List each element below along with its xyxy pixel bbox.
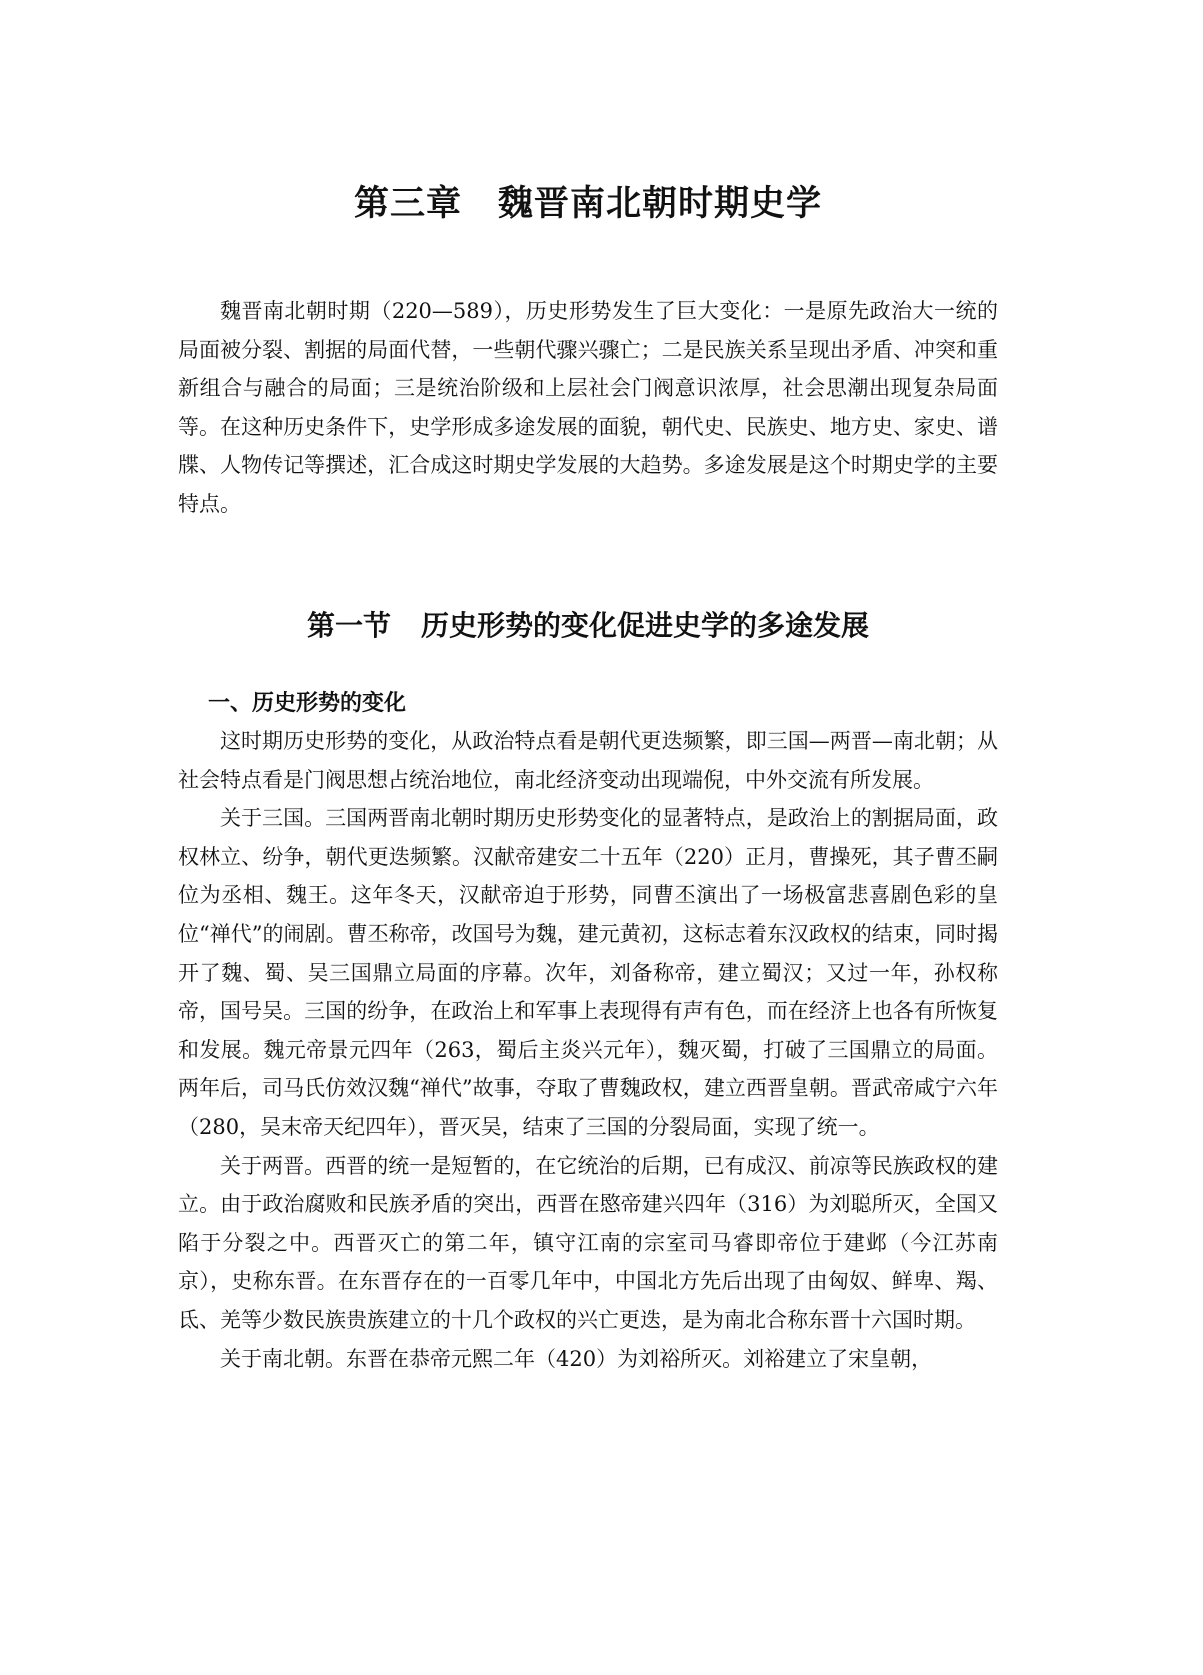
- chapter-name: 魏晋南北朝时期史学: [498, 184, 823, 224]
- chapter-number: 第三章: [353, 184, 462, 224]
- body-paragraph: 关于两晋。西晋的统一是短暂的，在它统治的后期，已有成汉、前凉等民族政权的建立。由于政治腐败和民族矛盾的突出，西晋在愍帝建兴四年（316）为刘聪所灭，全国又陷于分裂之中。西晋灭亡的第二年，镇守江南的宗室司马睿即帝位于建邺（今江苏南京），史称东晋。在东晋存在的一百零几年中，中国北方先后出现了由匈奴、鲜卑、羯、氐、羌等少数民族贵族建立的十几个政权的兴亡更迭，是为南北合称东晋十六国时期。: [178, 1153, 998, 1332]
- intro-paragraph: 魏晋南北朝时期（220—589），历史形势发生了巨大变化：一是原先政治大一统的局面被分裂、割据的局面代替，一些朝代骤兴骤亡；二是民族关系呈现出矛盾、冲突和重新组合与融合的局面；三是统治阶级和上层社会门阀意识浓厚，社会思潮出现复杂局面等。在这种历史条件下，史学形成多途发展的面貌，朝代史、民族史、地方史、家史、谱牒、人物传记等撰述，汇合成这时期史学发展的大趋势。多途发展是这个时期史学的主要特点。: [178, 299, 998, 516]
- chapter-intro: [178, 292, 998, 524]
- section-body: [178, 686, 998, 1378]
- body-paragraph: 这时期历史形势的变化，从政治特点看是朝代更迭频繁，即三国—两晋—南北朝；从社会特点看是门阀思想占统治地位，南北经济变动出现端倪，中外交流有所发展。: [178, 729, 998, 792]
- section-number: 第一节: [306, 609, 391, 642]
- subsection-title: 一、历史形势的变化: [208, 691, 407, 716]
- section-title: [178, 604, 998, 644]
- section-name: 历史形势的变化促进史学的多途发展: [421, 609, 870, 642]
- body-paragraph: 关于三国。三国两晋南北朝时期历史形势变化的显著特点，是政治上的割据局面，政权林立、纷争，朝代更迭频繁。汉献帝建安二十五年（220）正月，曹操死，其子曹丕嗣位为丞相、魏王。这年冬天，汉献帝迫于形势，同曹丕演出了一场极富悲喜剧色彩的皇位“禅代”的闹剧。曹丕称帝，改国号为魏，建元黄初，这标志着东汉政权的结束，同时揭开了魏、蜀、吴三国鼎立局面的序幕。次年，刘备称帝，建立蜀汉；又过一年，孙权称帝，国号吴。三国的纷争，在政治上和军事上表现得有声有色，而在经济上也各有所恢复和发展。魏元帝景元四年（263，蜀后主炎兴元年），魏灭蜀，打破了三国鼎立的局面。两年后，司马氏仿效汉魏“禅代”故事，夺取了曹魏政权，建立西晋皇朝。晋武帝咸宁六年（280，吴末帝天纪四年），晋灭吴，结束了三国的分裂局面，实现了统一。: [178, 806, 998, 1139]
- chapter-title: [178, 176, 998, 226]
- body-paragraph: 关于南北朝。东晋在恭帝元熙二年（420）为刘裕所灭。刘裕建立了宋皇朝，: [220, 1346, 933, 1371]
